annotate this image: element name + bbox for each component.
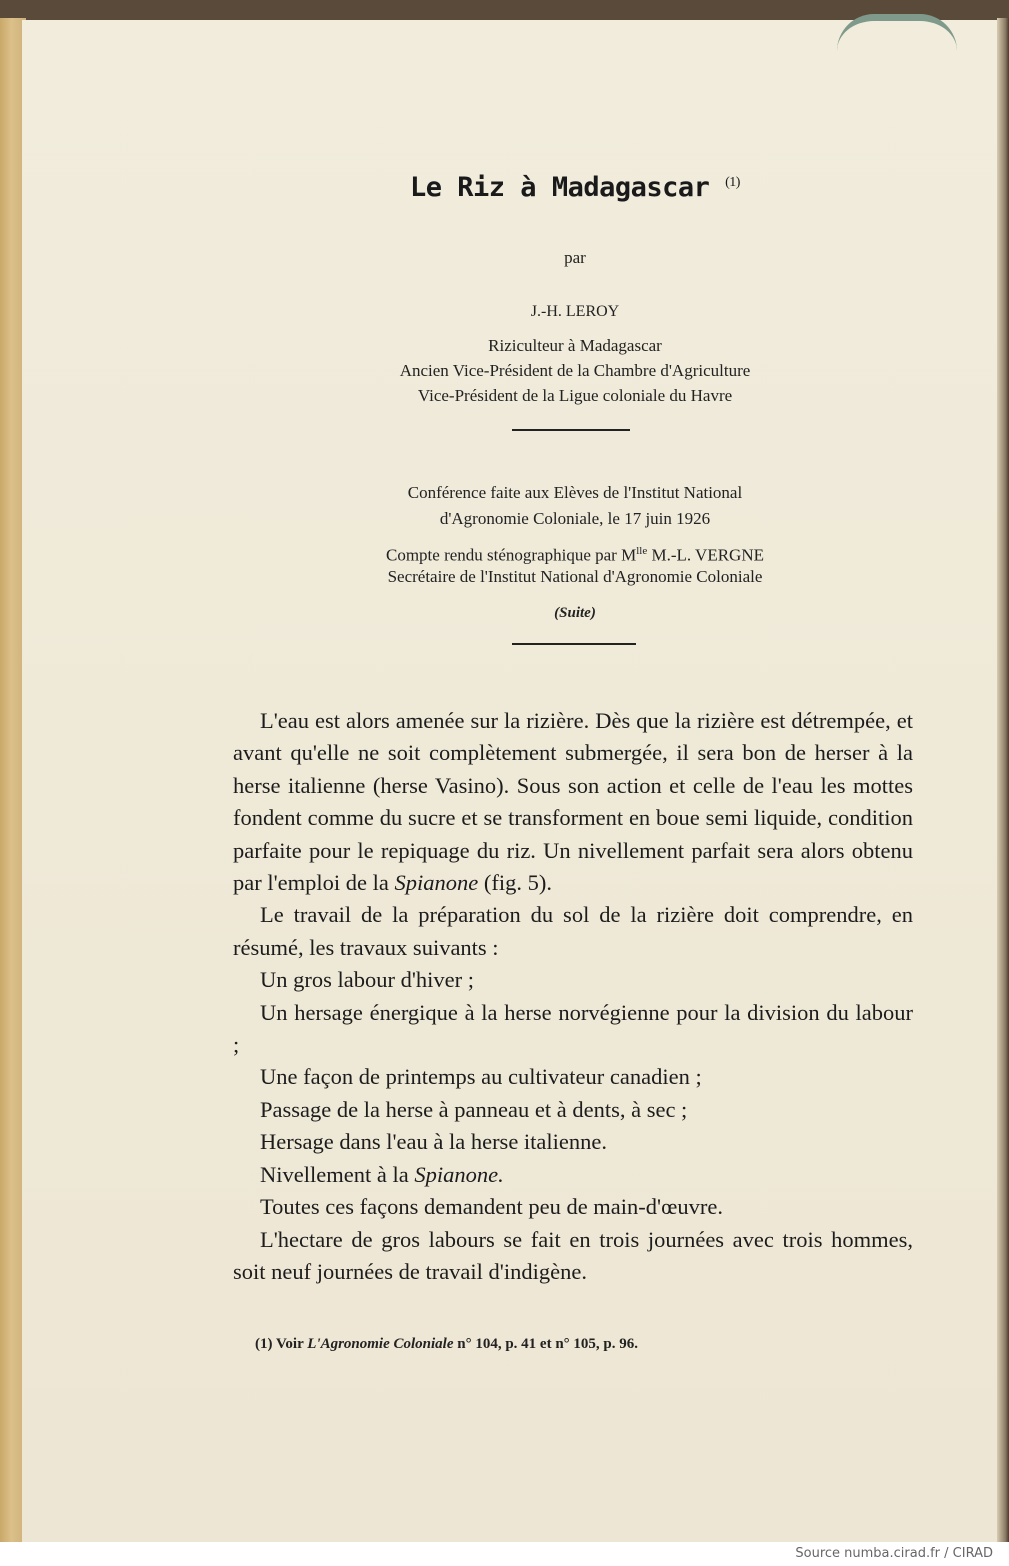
separator-rule-1 [512, 429, 630, 431]
list-item-4: Passage de la herse à panneau et à dents, à sec ; [260, 1096, 688, 1122]
footnote-prefix: (1) Voir [255, 1336, 308, 1352]
compte-rendu-prefix: Compte rendu sténographique par M [385, 545, 637, 565]
list-item-6 [233, 1159, 913, 1191]
paragraph-1-end: (fig. 5). [478, 870, 552, 896]
byline-par: par [564, 248, 586, 267]
footnote [255, 1336, 935, 1353]
source-footer [0, 1542, 1009, 1566]
paragraph-1 [233, 705, 913, 899]
list-item-5: Hersage dans l'eau à la herse italienne. [260, 1129, 608, 1155]
paragraph-4: L'hectare de gros labours se fait en trois journées avec trois hommes, soit neuf journées de travail d'indigène. [233, 1226, 913, 1284]
paragraph-2: Le travail de la préparation du sol de la rizière doit comprendre, en résumé, les travaux suivants : [233, 902, 913, 960]
conference-line-2: d'Agronomie Coloniale, le 17 juin 1926 [439, 509, 711, 528]
suite-label: (Suite) [554, 605, 596, 621]
compte-rendu-name: M.-L. VERGNE [647, 545, 764, 565]
list-item-3: Une façon de printemps au cultivateur canadien ; [260, 1064, 702, 1090]
author-role-3: Vice-Président de la Ligue coloniale du Havre [417, 386, 733, 405]
paragraph-1-text: L'eau est alors amenée sur la rizière. Dès que la rizière est détrempée, et avant qu'elle ne soit complètement submergée, il sera bon de herser à la herse italienne (herse Vasino). Sous son action et celle de l'eau les mottes fondent comme du sucre et se transforment en boue semi liquide, condition parfaite pour le repiquage du riz. Un nivellement parfait sera alors obtenu par l'emploi de la [233, 708, 913, 896]
author-role-1: Riziculteur à Madagascar [488, 336, 662, 355]
secretary-line: Secrétaire de l'Institut National d'Agronomie Coloniale [387, 567, 763, 586]
footnote-journal: L'Agronomie Coloniale [307, 1336, 454, 1352]
bookmark-ribbon [837, 14, 957, 51]
list-item-2: Un hersage énergique à la herse norvégienne pour la division du labour ; [233, 999, 913, 1058]
compte-rendu-line [200, 540, 950, 567]
separator-rule-2 [512, 643, 636, 645]
paragraph-1-emphasis: Spianone [394, 870, 479, 896]
source-credit: Source numba.cirad.fr / CIRAD [795, 1546, 993, 1561]
title-footnote-marker: (1) [725, 175, 740, 190]
paragraph-3: Toutes ces façons demandent peu de main-d'œuvre. [260, 1194, 723, 1220]
title-text: Le Riz à Madagascar [410, 172, 710, 203]
conference-line-1: Conférence faite aux Elèves de l'Institut National [407, 483, 743, 502]
list-item-6-emphasis: Spianone. [414, 1161, 504, 1187]
article-title [200, 172, 950, 203]
author-role-2: Ancien Vice-Président de la Chambre d'Agriculture [399, 361, 751, 380]
author-name: J.-H. LEROY [530, 303, 620, 320]
book-edge-right [997, 18, 1009, 1542]
footnote-reference: n° 104, p. 41 et n° 105, p. 96. [453, 1336, 639, 1352]
list-item-6-text: Nivellement à la [260, 1161, 415, 1187]
list-item-1: Un gros labour d'hiver ; [260, 967, 475, 993]
article-body [233, 705, 913, 1288]
compte-rendu-superscript: lle [636, 545, 648, 557]
